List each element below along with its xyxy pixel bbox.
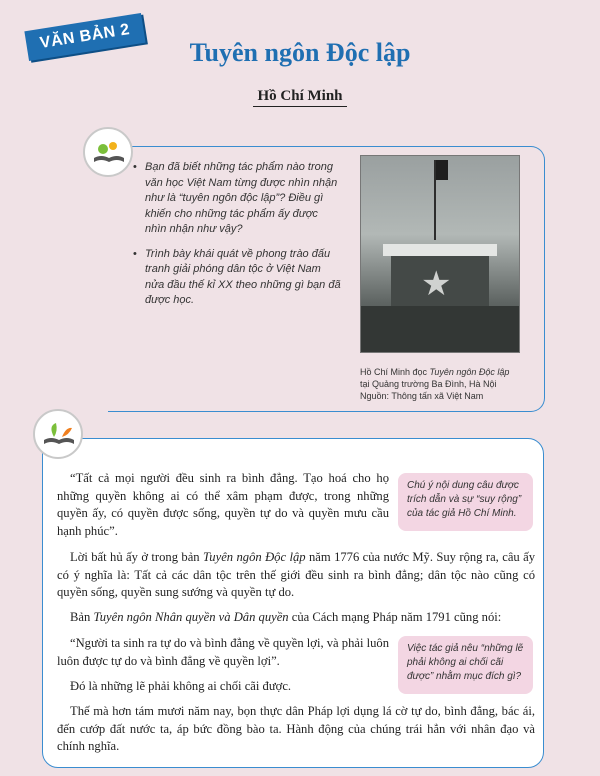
- section-tag: VĂN BẢN 2: [24, 13, 145, 61]
- page-title: Tuyên ngôn Độc lập: [189, 38, 411, 67]
- prereading-question-2: • Trình bày khái quát về phong trào đấu tranh giải phóng dân tộc ở Việt Nam nửa đầu thế kỉ XX theo những gì bạn đã được học.: [133, 247, 341, 309]
- historical-photo: ★: [360, 155, 520, 353]
- paragraph-1: “Tất cả mọi người đều sinh ra bình đẳng. Tạo hoá cho họ những quyền không ai có thể xâm phạm được, trong những quyền ấy, có quyền được sống, quyền tự do và quyền mưu cầu hạnh phúc”.: [57, 471, 389, 538]
- prereading-icon: [83, 127, 133, 177]
- author-name: Hồ Chí Minh: [0, 88, 600, 105]
- paragraph-4: “Người ta sinh ra tự do và bình đẳng về quyền lợi, và phải luôn luôn được tự do và bình đẳng về quyền lợi”.: [57, 636, 390, 668]
- paragraph-6: Thế mà hơn tám mươi năm nay, bọn thực dân Pháp lợi dụng lá cờ tự do, bình đẳng, bác ái, đến cướp đất nước ta, áp bức đồng bào ta. Hành động của chúng trái hẳn với nhân đạo và chính nghĩa.: [57, 704, 535, 753]
- prereading-questions: [133, 160, 341, 318]
- paragraph-3: Bản Tuyên ngôn Nhân quyền và Dân quyền của Cách mạng Pháp năm 1791 cũng nói:: [70, 610, 502, 624]
- margin-note-2: Việc tác giả nêu “những lẽ phải không ai chối cãi được” nhằm mục đích gì?: [398, 636, 533, 694]
- paragraph-5: Đó là những lẽ phải không ai chối cãi được.: [70, 679, 292, 693]
- prereading-question-1: • Bạn đã biết những tác phẩm nào trong văn học Việt Nam từng được nhìn nhận như là “tuyên ngôn độc lập”? Điều gì khiến cho những tác phẩm ấy được nhìn nhận như vậy?: [133, 160, 341, 238]
- margin-note-1: Chú ý nội dung câu được trích dẫn và sự “suy rộng” của tác giả Hồ Chí Minh.: [398, 473, 533, 531]
- photo-caption: Hồ Chí Minh đọc Tuyên ngôn Độc lập tại Quảng trường Ba Đình, Hà Nội Nguồn: Thông tấn xã Việt Nam: [360, 367, 510, 401]
- paragraph-2: Lời bất hủ ấy ở trong bản Tuyên ngôn Độc lập năm 1776 của nước Mỹ. Suy rộng ra, câu ấy có ý nghĩa là: Tất cả các dân tộc trên thế giới đều sinh ra bình đẳng; dân tộc nào cũng có quyền sống, quyền sung sướng và quyền tự do.: [57, 550, 535, 599]
- reading-icon: [33, 409, 83, 459]
- photo-source: Nguồn: Thông tấn xã Việt Nam: [360, 391, 484, 401]
